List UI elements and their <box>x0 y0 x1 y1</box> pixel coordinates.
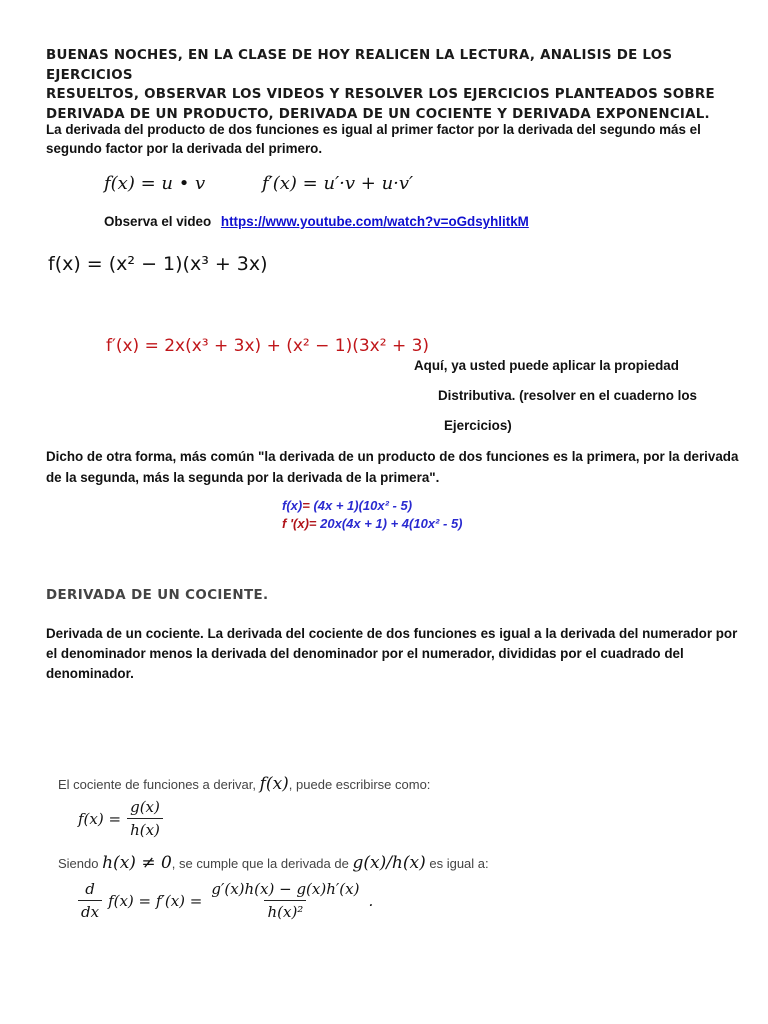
example-2 <box>282 497 463 533</box>
eq1-fraction <box>127 798 163 839</box>
note-line-3: Ejercicios) <box>444 418 512 433</box>
condition-a: Siendo <box>58 856 99 871</box>
example-2-f-prefix: f(x) <box>282 498 303 513</box>
intro-line-1: BUENAS NOCHES, EN LA CLASE DE HOY REALICEN LA LECTURA, ANALISIS DE LOS EJERCICIOS <box>46 48 673 83</box>
eq2-denominator: h(x)² <box>264 900 306 921</box>
d-numerator: d <box>85 880 95 898</box>
eq2-middle: f(x) = f′(x) = <box>108 891 203 910</box>
video-label: Observa el video <box>104 214 212 229</box>
example-function: f(x) = (x² − 1)(x³ + 3x) <box>48 253 268 275</box>
quotient-intro-line <box>58 774 430 794</box>
video-line <box>104 214 529 229</box>
eq1-numerator: g(x) <box>130 798 160 816</box>
example-2-fp-rest: 20x(4x + 1) + 4(10x² - 5) <box>320 516 463 531</box>
quotient-intro-c: , puede escribirse como: <box>288 777 431 792</box>
eq2-fraction <box>208 880 362 921</box>
product-formula: f(x) = u • v <box>104 173 206 194</box>
eq2-period: . <box>368 891 374 910</box>
quotient-condition-line <box>58 853 489 873</box>
example-2-f-eq: = <box>302 498 310 513</box>
quotient-intro-a: El cociente de funciones a derivar, <box>58 777 257 792</box>
note-line-2: Distributiva. (resolver en el cuaderno los <box>438 388 697 403</box>
derivative-operator <box>78 880 102 921</box>
condition-quotient: g(x)/h(x) <box>352 853 426 873</box>
quotient-rule-equation <box>78 880 373 921</box>
eq2-numerator: g′(x)h(x) − g(x)h′(x) <box>211 880 360 898</box>
quotient-definition: Derivada de un cociente. La derivada del cociente de dos funciones es igual a la derivada del numerador por el denominador menos la derivada del denominador por el numerador, divididas por el cuadrado del denominador. <box>46 626 738 681</box>
eq1-denominator: h(x) <box>127 818 163 839</box>
example-2-derivative <box>282 515 463 533</box>
quotient-definition-equation <box>78 798 163 839</box>
eq1-lhs: f(x) = <box>78 809 122 828</box>
condition-e: es igual a: <box>429 856 489 871</box>
condition-c: , se cumple que la derivada de <box>171 856 349 871</box>
example-2-function <box>282 497 463 515</box>
d-denominator: dx <box>78 900 102 921</box>
note-line-1: Aquí, ya usted puede aplicar la propiedad <box>414 358 679 373</box>
intro-line-3: DERIVADA DE UN PRODUCTO, DERIVADA DE UN COCIENTE Y DERIVADA EXPONENCIAL. <box>46 106 710 122</box>
video-link[interactable]: https://www.youtube.com/watch?v=oGdsyhlitkM <box>220 214 529 229</box>
quotient-heading: DERIVADA DE UN COCIENTE. <box>46 588 269 603</box>
product-rule-definition: La derivada del producto de dos funciones es igual al primer factor por la derivada del segundo más el segundo factor por la derivada del primero. <box>46 122 701 156</box>
condition-h-nonzero: h(x) ≠ 0 <box>102 853 172 873</box>
quotient-intro-fx: f(x) <box>259 774 289 794</box>
example-2-fp-eq: = <box>308 516 317 531</box>
product-derivative-formula: f′(x) = u′·v + u·v′ <box>262 173 414 194</box>
example-2-f-rest: (4x + 1)(10x² - 5) <box>313 498 413 513</box>
example-2-fp-prefix: f '(x) <box>282 516 309 531</box>
intro-line-2: RESUELTOS, OBSERVAR LOS VIDEOS Y RESOLVER LOS EJERCICIOS PLANTEADOS SOBRE <box>46 87 715 102</box>
alt-rule-paragraph: Dicho de otra forma, más común "la derivada de un producto de dos funciones es la primera, por la derivada de la segunda, más la segunda por la derivada de la primera". <box>46 449 739 485</box>
intro-paragraph <box>46 46 736 124</box>
example-derivative: f′(x) = 2x(x³ + 3x) + (x² − 1)(3x² + 3) <box>106 336 430 356</box>
